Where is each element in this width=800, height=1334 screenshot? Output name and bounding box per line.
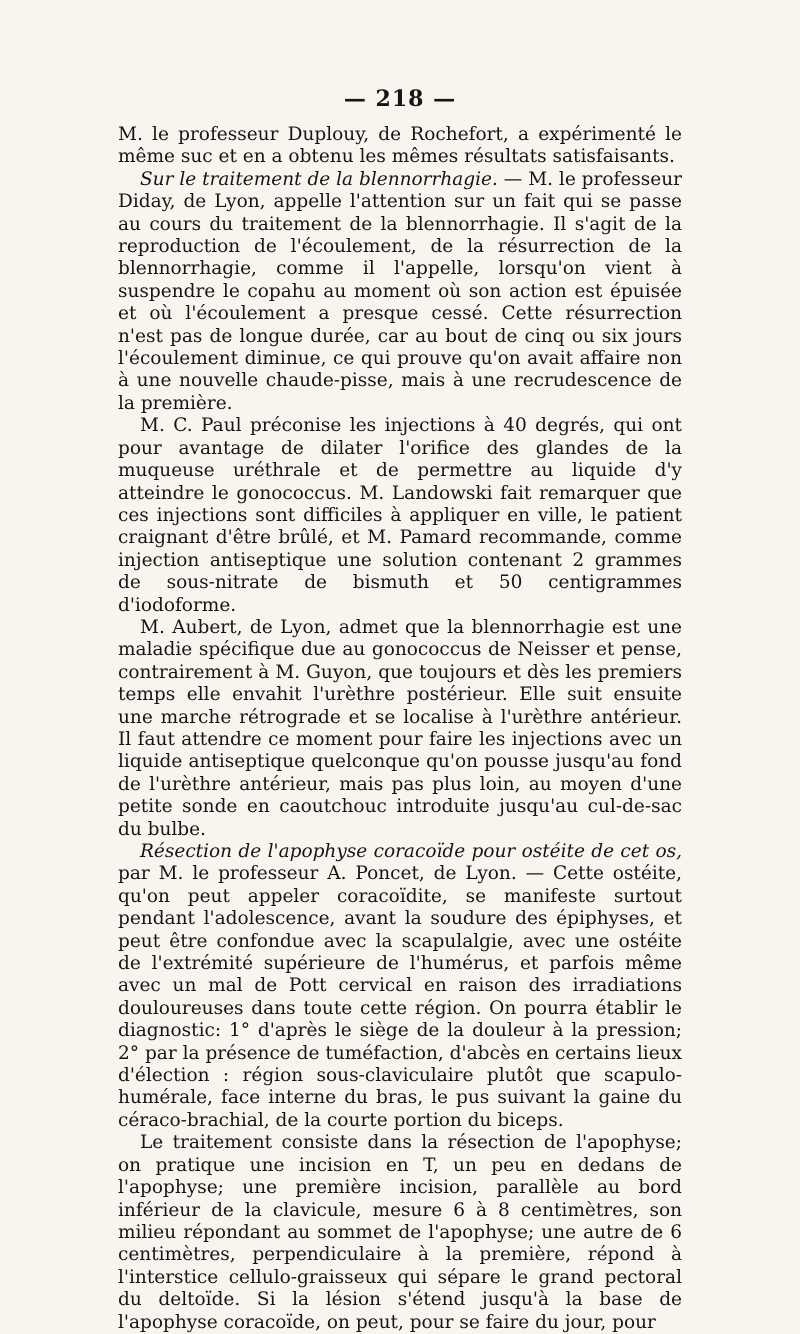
paragraph (118, 169, 682, 415)
paragraph-text: M. C. Paul préconise les injections à 40 degrés, qui ont pour avantage de dilater l'orifice des glandes de la muqueuse uréthrale et de permettre au liquide d'y atteindre le gonococcus. M. Landowski fait remarquer que ces injections sont difficiles à appliquer en ville, le patient craignant d'être brûlé, et M. Pamard recommande, comme injection antiseptique une solution contenant 2 grammes de sous-nitrate de bismuth et 50 centigrammes d'iodoforme. (118, 415, 682, 616)
paragraph-lead: Sur le traitement de la blennorrhagie. (140, 168, 498, 190)
paragraph (118, 1132, 682, 1334)
paragraph-text: — M. le professeur Diday, de Lyon, appelle l'attention sur un fait qui se passe au cours du traitement de la blennorrhagie. Il s'agit de la reproduction de l'écoulement, de la résurrection de la blennorrhagie, comme il l'appelle, lorsqu'on vient à suspendre le copahu au moment où son action est épuisée et où l'écoulement a presque cessé. Cette résurrection n'est pas de longue durée, car au bout de cinq ou six jours l'écoulement diminue, ce qui prouve qu'on avait affaire non à une nouvelle chaude-pisse, mais à une recrudescence de la première. (118, 168, 682, 414)
paragraph-text: par M. le professeur A. Poncet, de Lyon. — Cette ostéite, qu'on peut appeler coracoïdite, se manifeste surtout pendant l'adolescence, avant la soudure des épiphyses, et peut être confondue avec la scapulalgie, avec une ostéite de l'extrémité supérieure de l'humérus, et parfois même avec un mal de Pott cervical en raison des irradiations douloureuses dans toute cette région. On pourra établir le diagnostic: 1° d'après le siège de la douleur à la pression; 2° par la présence de tuméfaction, d'abcès en certains lieux d'élection : région sous-claviculaire plutôt que scapulo-humérale, face interne du bras, le pus suivant la gaine du céraco-brachial, de la courte portion du biceps. (118, 863, 682, 1131)
paragraph (118, 841, 682, 1132)
paragraph (118, 415, 682, 617)
page-number: — 218 — (343, 86, 457, 112)
paragraph (118, 124, 682, 169)
paragraph-text: M. le professeur Duplouy, de Rochefort, a expérimenté le même suc et en a obtenu les mêmes résultats satisfaisants. (118, 124, 682, 168)
paragraph-text: M. Aubert, de Lyon, admet que la blennorrhagie est une maladie spécifique due au gonococcus de Neisser et pense, contrairement à M. Guyon, que toujours et dès les premiers temps elle envahit l'urèthre postérieur. Elle suit ensuite une marche rétrograde et se localise à l'urèthre antérieur. Il faut attendre ce moment pour faire les injections avec un liquide antiseptique quelconque qu'on pousse jusqu'au fond de l'urèthre antérieur, mais pas plus loin, au moyen d'une petite sonde en caoutchouc introduite jusqu'au cul-de-sac du bulbe. (118, 616, 682, 840)
paragraph-lead: Résection de l'apophyse coracoïde pour ostéite de cet os, (140, 841, 682, 862)
paragraph-text: Le traitement consiste dans la résection de l'apophyse; on pratique une incision en T, un peu en dedans de l'apophyse; une première incision, parallèle au bord inférieur de la clavicule, mesure 6 à 8 centimètres, son milieu répondant au sommet de l'apophyse; une autre de 6 centimètres, perpendiculaire à la première, répond à l'interstice cellulo-graisseux qui sépare le grand pectoral du deltoïde. Si la lésion s'étend jusqu'à la base de l'apophyse coracoïde, on peut, pour se faire du jour, pour (118, 1132, 682, 1333)
paragraph (118, 617, 682, 841)
body-text (118, 124, 682, 1334)
